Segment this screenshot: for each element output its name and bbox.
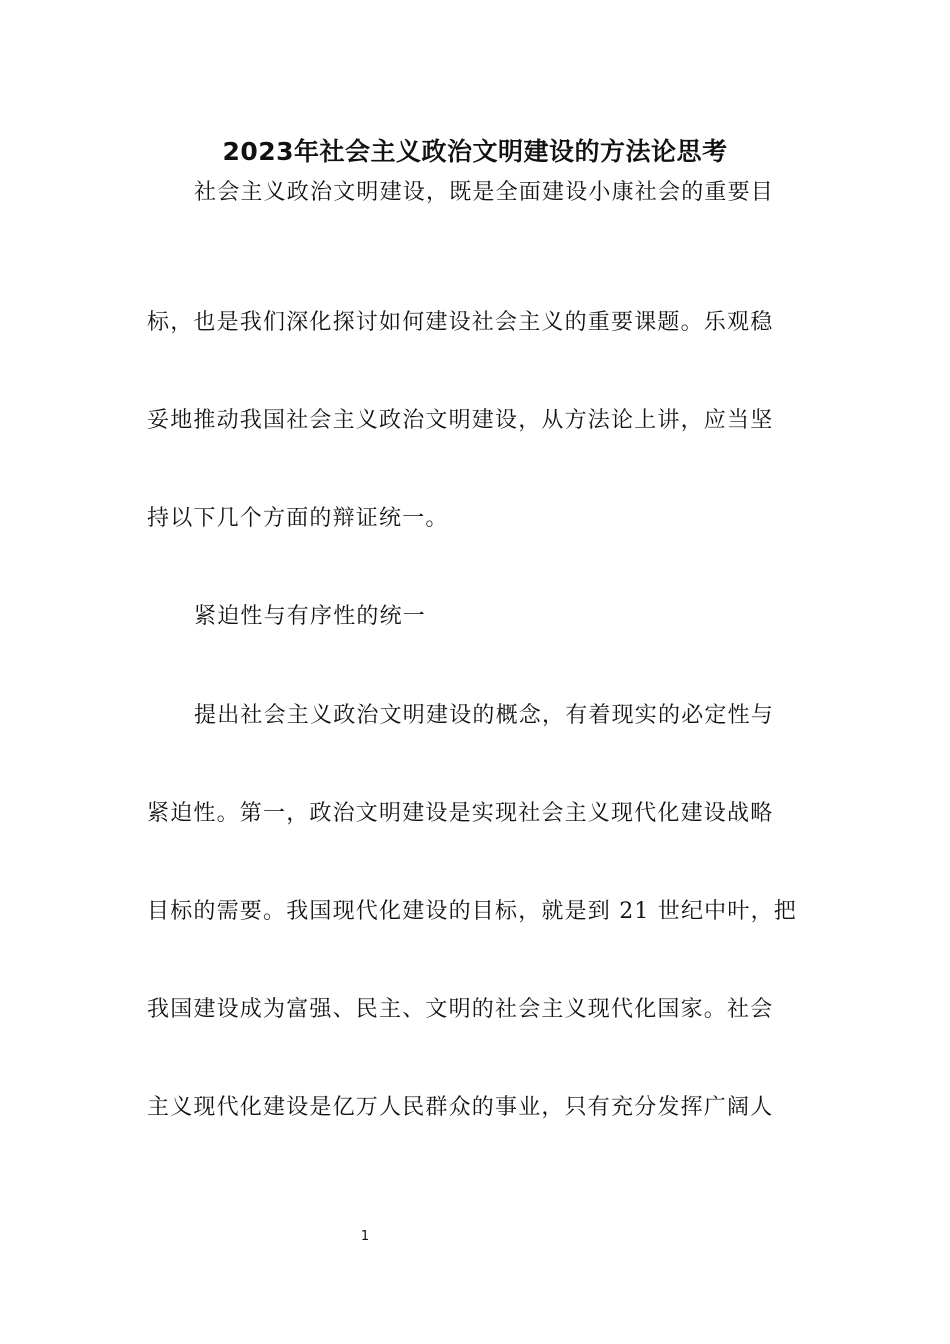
page-number: 1 — [360, 1229, 370, 1244]
paragraph-line: 持以下几个方面的辩证统一。 — [147, 506, 449, 531]
paragraph-line: 社会主义政治文明建设，既是全面建设小康社会的重要目 — [194, 180, 775, 205]
paragraph-line: 我国建设成为富强、民主、文明的社会主义现代化国家。社会 — [147, 997, 774, 1022]
paragraph-line: 紧迫性。第一，政治文明建设是实现社会主义现代化建设战略 — [147, 801, 774, 826]
paragraph-line: 标，也是我们深化探讨如何建设社会主义的重要课题。乐观稳 — [147, 310, 774, 335]
paragraph-line: 主义现代化建设是亿万人民群众的事业，只有充分发挥广阔人 — [147, 1095, 774, 1120]
section-heading: 紧迫性与有序性的统一 — [194, 604, 427, 629]
paragraph-line: 妥地推动我国社会主义政治文明建设，从方法论上讲，应当坚 — [147, 408, 774, 433]
document-title: 2023年社会主义政治文明建设的方法论思考 — [222, 137, 728, 166]
paragraph-line: 目标的需要。我国现代化建设的目标，就是到 21 世纪中叶，把 — [147, 899, 797, 924]
paragraph-line: 提出社会主义政治文明建设的概念，有着现实的必定性与 — [194, 703, 775, 728]
